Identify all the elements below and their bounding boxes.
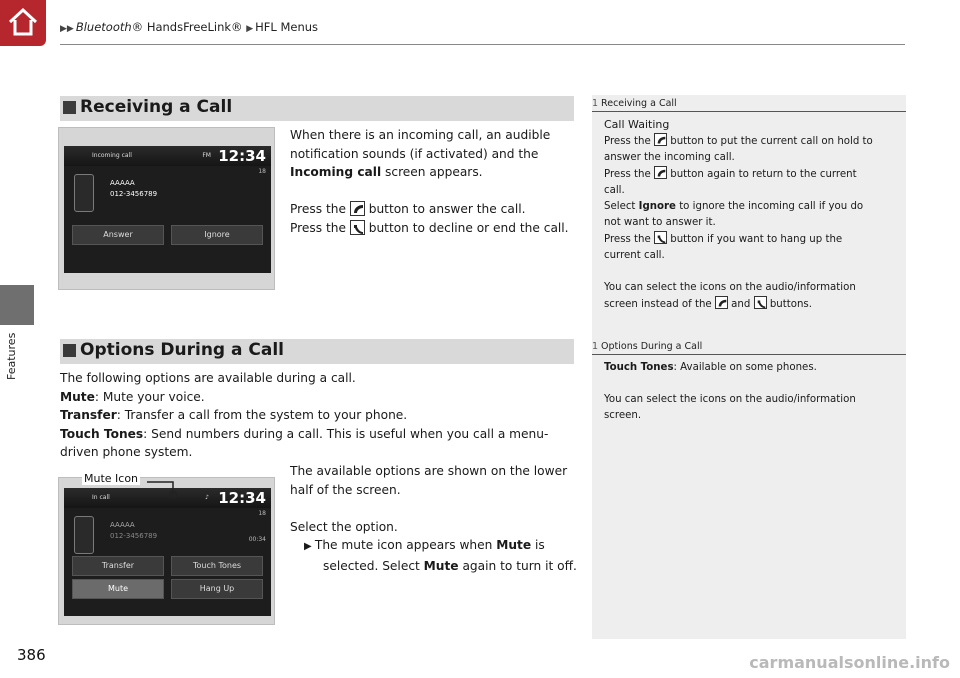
option-term: Mute: [60, 389, 95, 404]
notes-sidebar: [592, 95, 906, 639]
text-span: button again to return to the current: [667, 169, 857, 180]
text-line: You can select the icons on the audio/information: [604, 282, 856, 293]
spacer: [290, 182, 580, 201]
breadcrumb-item[interactable]: HFL Menus: [255, 20, 319, 34]
bold-term: Incoming call: [290, 165, 382, 179]
phone-icon: [74, 516, 94, 554]
text-line: not want to answer it.: [604, 217, 716, 228]
note-heading-text: Options During a Call: [601, 341, 703, 352]
chapter-label: Features: [5, 332, 18, 380]
hang-up-icon: [654, 231, 667, 244]
section-title: Receiving a Call: [80, 97, 233, 117]
text-line: [290, 200, 580, 219]
options-description: [60, 369, 580, 462]
caller-name: AAAAA: [110, 179, 135, 187]
option-term: Transfer: [60, 408, 117, 422]
spacer: [604, 264, 896, 280]
mute-button[interactable]: Mute: [72, 579, 164, 599]
text-span: Press the: [290, 202, 350, 216]
pickup-icon: [654, 166, 667, 179]
text-span: to ignore the incoming call if you do: [675, 201, 864, 212]
text-line: answer the incoming call.: [604, 152, 735, 163]
option-item: [60, 406, 580, 425]
text-span: button to put the current call on hold to: [667, 136, 873, 147]
note-subheading: Call Waiting: [604, 118, 670, 131]
text-span: and: [727, 299, 754, 310]
text-span: Press the: [604, 234, 655, 245]
text-span: Press the: [290, 220, 350, 235]
receiving-description: [290, 126, 580, 237]
breadcrumb-item[interactable]: ® HandsFreeLink®: [131, 20, 243, 34]
text-span: selected. Select: [323, 558, 424, 573]
breadcrumb: [60, 20, 318, 34]
note-body: [604, 360, 896, 424]
answer-button[interactable]: Answer: [72, 225, 164, 245]
transfer-button[interactable]: Transfer: [72, 556, 164, 576]
pickup-icon: [654, 133, 667, 146]
phone-icon: [74, 174, 94, 212]
text-span: screen instead of the: [604, 299, 715, 310]
screen-channel: 18: [258, 168, 266, 175]
text-line: [290, 163, 580, 182]
text-span: The mute icon appears when: [314, 538, 497, 552]
chapter-tab: [0, 285, 34, 325]
section-square-icon: [63, 344, 76, 357]
incoming-call-screenshot: [58, 127, 275, 290]
spacer: [290, 499, 580, 518]
caller-number: 012-3456789: [110, 190, 158, 198]
touch-tones-button[interactable]: Touch Tones: [171, 556, 263, 576]
text-span: buttons.: [766, 299, 812, 310]
caller-name: AAAAA: [110, 521, 135, 529]
option-desc: : Transfer a call from the system to your phone.: [116, 408, 408, 422]
option-desc: : Send numbers during a call. This is useful when you call a menu-: [143, 426, 549, 441]
section-square-icon: [63, 101, 76, 114]
section-title: Options During a Call: [80, 340, 284, 360]
hang-up-button[interactable]: Hang Up: [171, 579, 263, 599]
header-divider: [60, 44, 905, 45]
hang-up-icon: [350, 220, 365, 235]
pickup-icon: [350, 201, 365, 216]
text-line: current call.: [604, 250, 665, 261]
mute-status-icon: ♪: [205, 494, 209, 501]
option-desc: : Mute your voice.: [94, 389, 205, 404]
text-line: The following options are available during a call.: [60, 371, 356, 385]
breadcrumb-arrow-icon: ▶▶: [60, 24, 74, 34]
note-ref-icon: 1: [592, 341, 599, 352]
text-span: : Available on some phones.: [673, 362, 817, 373]
callout-leader-line: [145, 478, 179, 500]
text-line: half of the screen.: [290, 482, 401, 497]
bold-term: Ignore: [638, 201, 676, 212]
result-arrow-icon: ▶: [304, 541, 315, 552]
text-span: again to turn it off.: [458, 558, 577, 573]
text-line: The available options are shown on the lower: [290, 464, 568, 478]
screen-title: In call: [92, 494, 110, 501]
text-line: [604, 296, 896, 313]
screen-channel: 18: [258, 510, 266, 517]
caller-number: 012-3456789: [110, 532, 158, 540]
text-line: [604, 166, 896, 183]
bold-term: Mute: [496, 538, 532, 552]
page-number: 386: [17, 646, 46, 664]
text-span: is: [531, 538, 545, 552]
options-instructions: [290, 462, 580, 575]
text-line: [290, 219, 580, 238]
section-header-receiving: [60, 96, 574, 121]
text-line: call.: [604, 185, 625, 196]
ignore-button[interactable]: Ignore: [171, 225, 263, 245]
text-line: driven phone system.: [60, 445, 193, 459]
note-heading-text: Receiving a Call: [601, 98, 677, 109]
screen-status: FM: [202, 152, 211, 159]
mute-icon-callout: Mute Icon: [84, 472, 139, 485]
note-heading: [592, 98, 906, 112]
pickup-icon: [715, 296, 728, 309]
text-span: button if you want to hang up the: [667, 234, 843, 245]
note-ref-icon: 1: [592, 98, 599, 109]
screen-title: Incoming call: [92, 152, 132, 159]
option-term: Touch Tones: [60, 426, 144, 441]
section-header-options: [60, 339, 574, 364]
text-span: Select: [604, 201, 639, 212]
bold-term: Mute: [423, 558, 459, 573]
text-span: button to answer the call.: [364, 202, 526, 216]
text-span: Press the: [604, 136, 655, 147]
text-line: Select the option.: [290, 519, 398, 534]
note-body: [604, 117, 896, 313]
note-heading: [592, 341, 906, 355]
text-span: Press the: [604, 169, 655, 180]
screen-clock: 12:34: [218, 147, 266, 165]
breadcrumb-item[interactable]: Bluetooth: [75, 20, 132, 34]
bold-term: Touch Tones: [604, 362, 674, 373]
text-line: [604, 360, 896, 376]
text-line: [604, 231, 896, 248]
text-line: [604, 133, 896, 150]
text-span: button to decline or end the call.: [364, 220, 569, 235]
breadcrumb-arrow-icon: ▶: [246, 24, 254, 34]
option-item: [60, 425, 580, 444]
call-timer: 00:34: [248, 536, 266, 543]
text-line: notification sounds (if activated) and the: [290, 146, 539, 161]
display-screen: [64, 146, 271, 273]
text-line: [604, 199, 896, 215]
watermark: carmanualsonline.info: [749, 653, 950, 672]
result-line: [290, 557, 580, 576]
spacer: [604, 376, 896, 392]
display-screen: [64, 488, 271, 616]
text-span: screen appears.: [381, 165, 483, 179]
result-line: [290, 536, 580, 557]
home-button[interactable]: [0, 0, 46, 46]
hang-up-icon: [754, 296, 767, 309]
screen-clock: 12:34: [218, 489, 266, 507]
option-item: [60, 388, 580, 407]
text-line: You can select the icons on the audio/information: [604, 394, 856, 405]
text-line: screen.: [604, 410, 642, 421]
home-icon: [7, 6, 39, 38]
text-line: When there is an incoming call, an audible: [290, 128, 551, 142]
